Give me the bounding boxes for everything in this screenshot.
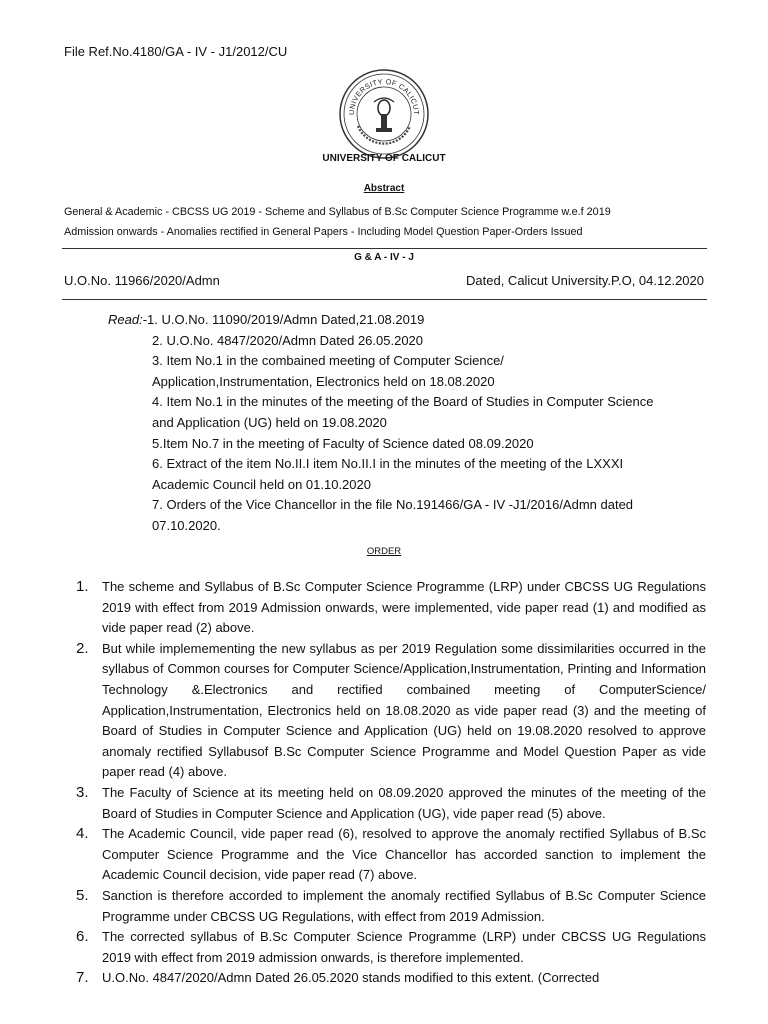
order-item: 1. The scheme and Syllabus of B.Sc Computer Science Programme (LRP) under CBCSS UG Regulations 2019 with effect from 2019 Admission onwards, were implemented, vide paper read (1) and modified as vide paper read (2) above. [76, 578, 706, 636]
read-line: 3. Item No.1 in the combained meeting of Computer Science/ [152, 353, 504, 369]
read-line: 5.Item No.7 in the meeting of Faculty of Science dated 08.09.2020 [152, 435, 534, 451]
read-line: Application,Instrumentation, Electronics held on 18.08.2020 [152, 373, 495, 389]
svg-text:UNIVERSITY OF CALICUT: UNIVERSITY OF CALICUT [346, 76, 422, 116]
divider [62, 299, 707, 300]
abstract-line: General & Academic - CBCSS UG 2019 - Scheme and Syllabus of B.Sc Computer Science Programme w.e.f 2019 [64, 206, 611, 218]
read-line: 07.10.2020. [152, 517, 221, 533]
read-line: 4. Item No.1 in the minutes of the meeting of the Board of Studies in Computer Science [152, 394, 654, 410]
order-item: 3. The Faculty of Science at its meeting held on 08.09.2020 approved the minutes of the meeting of the Board of Studies in Computer Science and Application (UG), vide paper read (5) above. [76, 783, 706, 821]
read-line: Read:-1. U.O.No. 11090/2019/Admn Dated,21.08.2019 [108, 312, 425, 327]
read-label: Read: [108, 312, 143, 327]
order-item: 7. U.O.No. 4847/2020/Admn Dated 26.05.2020 stands modified to this extent. (Corrected [76, 969, 600, 987]
order-item: 2. But while implemementing the new syllabus as per 2019 Regulation some dissimilarities occurred in the syllabus of Common courses for Computer Science/Application,Instrumentation, Printing and Information Technology &.Electronics and rectified combained meeting of ComputerScience/ Application,Instrumentation, Electronics held on 18.08.2020 as vide paper read (3) and the meeting of Board of Studies in Computer Science and Application (UG) held on 19.08.2020 resolved to approve anomaly rectified Syllabusof B.Sc Computer Science Programme and Model Question Paper as vide paper read (4) above. [76, 639, 706, 780]
abstract-text [64, 202, 704, 242]
order-list [76, 577, 706, 989]
order-item: 6. The corrected syllabus of B.Sc Computer Science Programme (LRP) under CBCSS UG Regulations 2019 with effect from 2019 admission onwards, is therefore implemented. [76, 928, 706, 965]
divider [62, 248, 707, 249]
read-line: 6. Extract of the item No.II.I item No.II.I in the minutes of the meeting of the LXXXI [152, 456, 624, 472]
dated-line: Dated, Calicut University.P.O, 04.12.2020 [466, 273, 704, 288]
file-reference: File Ref.No.4180/GA - IV - J1/2012/CU [64, 44, 288, 59]
order-item: 4. The Academic Council, vide paper read (6), resolved to approve the anomaly rectified Syllabus of B.Sc Computer Science Programme and the Vice Chancellor has accorded sanction to implement the Academic Council decision, vide paper read (7) above. [76, 825, 706, 883]
read-line: Academic Council held on 01.10.2020 [152, 476, 371, 492]
read-line: 2. U.O.No. 4847/2020/Admn Dated 26.05.2020 [152, 332, 424, 348]
university-seal [338, 68, 430, 160]
read-references [108, 310, 708, 537]
abstract-heading: Abstract [363, 183, 405, 194]
read-line: 7. Orders of the Vice Chancellor in the file No.191466/GA - IV -J1/2016/Admn dated [152, 497, 634, 513]
department-code: G & A - IV - J [354, 252, 414, 263]
university-name: UNIVERSITY OF CALICUT [322, 153, 446, 164]
read-line: and Application (UG) held on 19.08.2020 [152, 414, 387, 430]
uo-number: U.O.No. 11966/2020/Admn [64, 273, 220, 288]
order-item: 5. Sanction is therefore accorded to implement the anomaly rectified Syllabus of B.Sc Computer Science Programme under CBCSS UG Regulations, with effect from 2019 Admission. [76, 886, 706, 924]
order-heading: ORDER [366, 546, 402, 557]
abstract-line: Admission onwards - Anomalies rectified in General Papers - Including Model Question Paper-Orders Issued [64, 226, 583, 238]
